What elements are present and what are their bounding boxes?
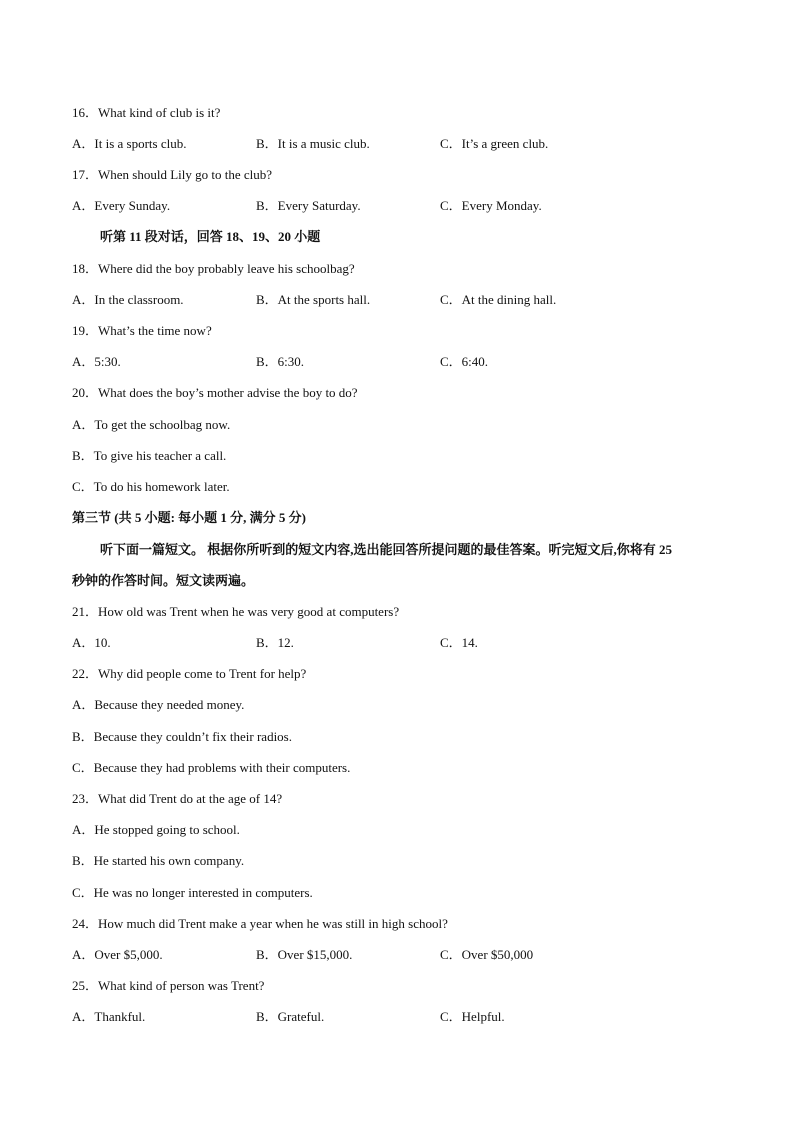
question-24-stem: 24．How much did Trent make a year when he was still in high school? bbox=[72, 916, 448, 931]
question-17-option-c: C．Every Monday. bbox=[440, 198, 542, 213]
question-21-option-b: B．12. bbox=[256, 635, 294, 650]
question-16-option-c: C．It’s a green club. bbox=[440, 136, 549, 151]
question-25-option-b: B．Grateful. bbox=[256, 1009, 325, 1024]
question-22-option-a: A．Because they needed money. bbox=[72, 697, 245, 712]
question-23-stem: 23．What did Trent do at the age of 14? bbox=[72, 791, 283, 806]
question-16-option-a: A．It is a sports club. bbox=[72, 136, 187, 151]
question-18-option-c: C．At the dining hall. bbox=[440, 292, 557, 307]
question-23-option-c: C．He was no longer interested in computers. bbox=[72, 885, 313, 900]
question-22-option-c: C．Because they had problems with their computers. bbox=[72, 760, 351, 775]
question-25-stem: 25．What kind of person was Trent? bbox=[72, 978, 265, 993]
question-18-option-a: A．In the classroom. bbox=[72, 292, 184, 307]
question-23-option-a: A．He stopped going to school. bbox=[72, 822, 240, 837]
question-22-option-b: B．Because they couldn’t fix their radios. bbox=[72, 729, 292, 744]
question-22-stem: 22．Why did people come to Trent for help? bbox=[72, 666, 307, 681]
question-20-option-b: B．To give his teacher a call. bbox=[72, 448, 227, 463]
question-17-option-b: B．Every Saturday. bbox=[256, 198, 361, 213]
question-18-option-b: B．At the sports hall. bbox=[256, 292, 371, 307]
question-20-stem: 20．What does the boy’s mother advise the boy to do? bbox=[72, 385, 358, 400]
question-24-option-c: C．Over $50,000 bbox=[440, 947, 534, 962]
section-11-heading: 听第 11 段对话，回答 18、19、20 小题 bbox=[100, 229, 321, 244]
question-24-option-a: A．Over $5,000. bbox=[72, 947, 163, 962]
question-19-option-a: A．5:30. bbox=[72, 354, 121, 369]
question-25-option-a: A．Thankful. bbox=[72, 1009, 146, 1024]
question-24-option-b: B．Over $15,000. bbox=[256, 947, 353, 962]
question-19-stem: 19．What’s the time now? bbox=[72, 323, 212, 338]
question-21-stem: 21．How old was Trent when he was very good at computers? bbox=[72, 604, 400, 619]
question-17-stem: 17．When should Lily go to the club? bbox=[72, 167, 273, 182]
question-17-option-a: A．Every Sunday. bbox=[72, 198, 171, 213]
question-21-option-a: A．10. bbox=[72, 635, 111, 650]
question-20-option-a: A．To get the schoolbag now. bbox=[72, 417, 231, 432]
part-3-instructions-line-1: 听下面一篇短文。 根据你所听到的短文内容,选出能回答所提问题的最佳答案。听完短文后,你将有 25 bbox=[100, 542, 673, 557]
question-19-option-b: B．6:30. bbox=[256, 354, 305, 369]
question-16-option-b: B．It is a music club. bbox=[256, 136, 370, 151]
question-23-option-b: B．He started his own company. bbox=[72, 853, 245, 868]
question-18-stem: 18．Where did the boy probably leave his schoolbag? bbox=[72, 261, 355, 276]
part-3-heading: 第三节 (共 5 小题: 每小题 1 分, 满分 5 分) bbox=[72, 510, 306, 525]
question-19-option-c: C．6:40. bbox=[440, 354, 489, 369]
question-25-option-c: C．Helpful. bbox=[440, 1009, 505, 1024]
question-20-option-c: C．To do his homework later. bbox=[72, 479, 230, 494]
part-3-instructions-line-2: 秒钟的作答时间。短文读两遍。 bbox=[72, 573, 255, 588]
question-21-option-c: C．14. bbox=[440, 635, 478, 650]
question-16-stem: 16．What kind of club is it? bbox=[72, 105, 221, 120]
